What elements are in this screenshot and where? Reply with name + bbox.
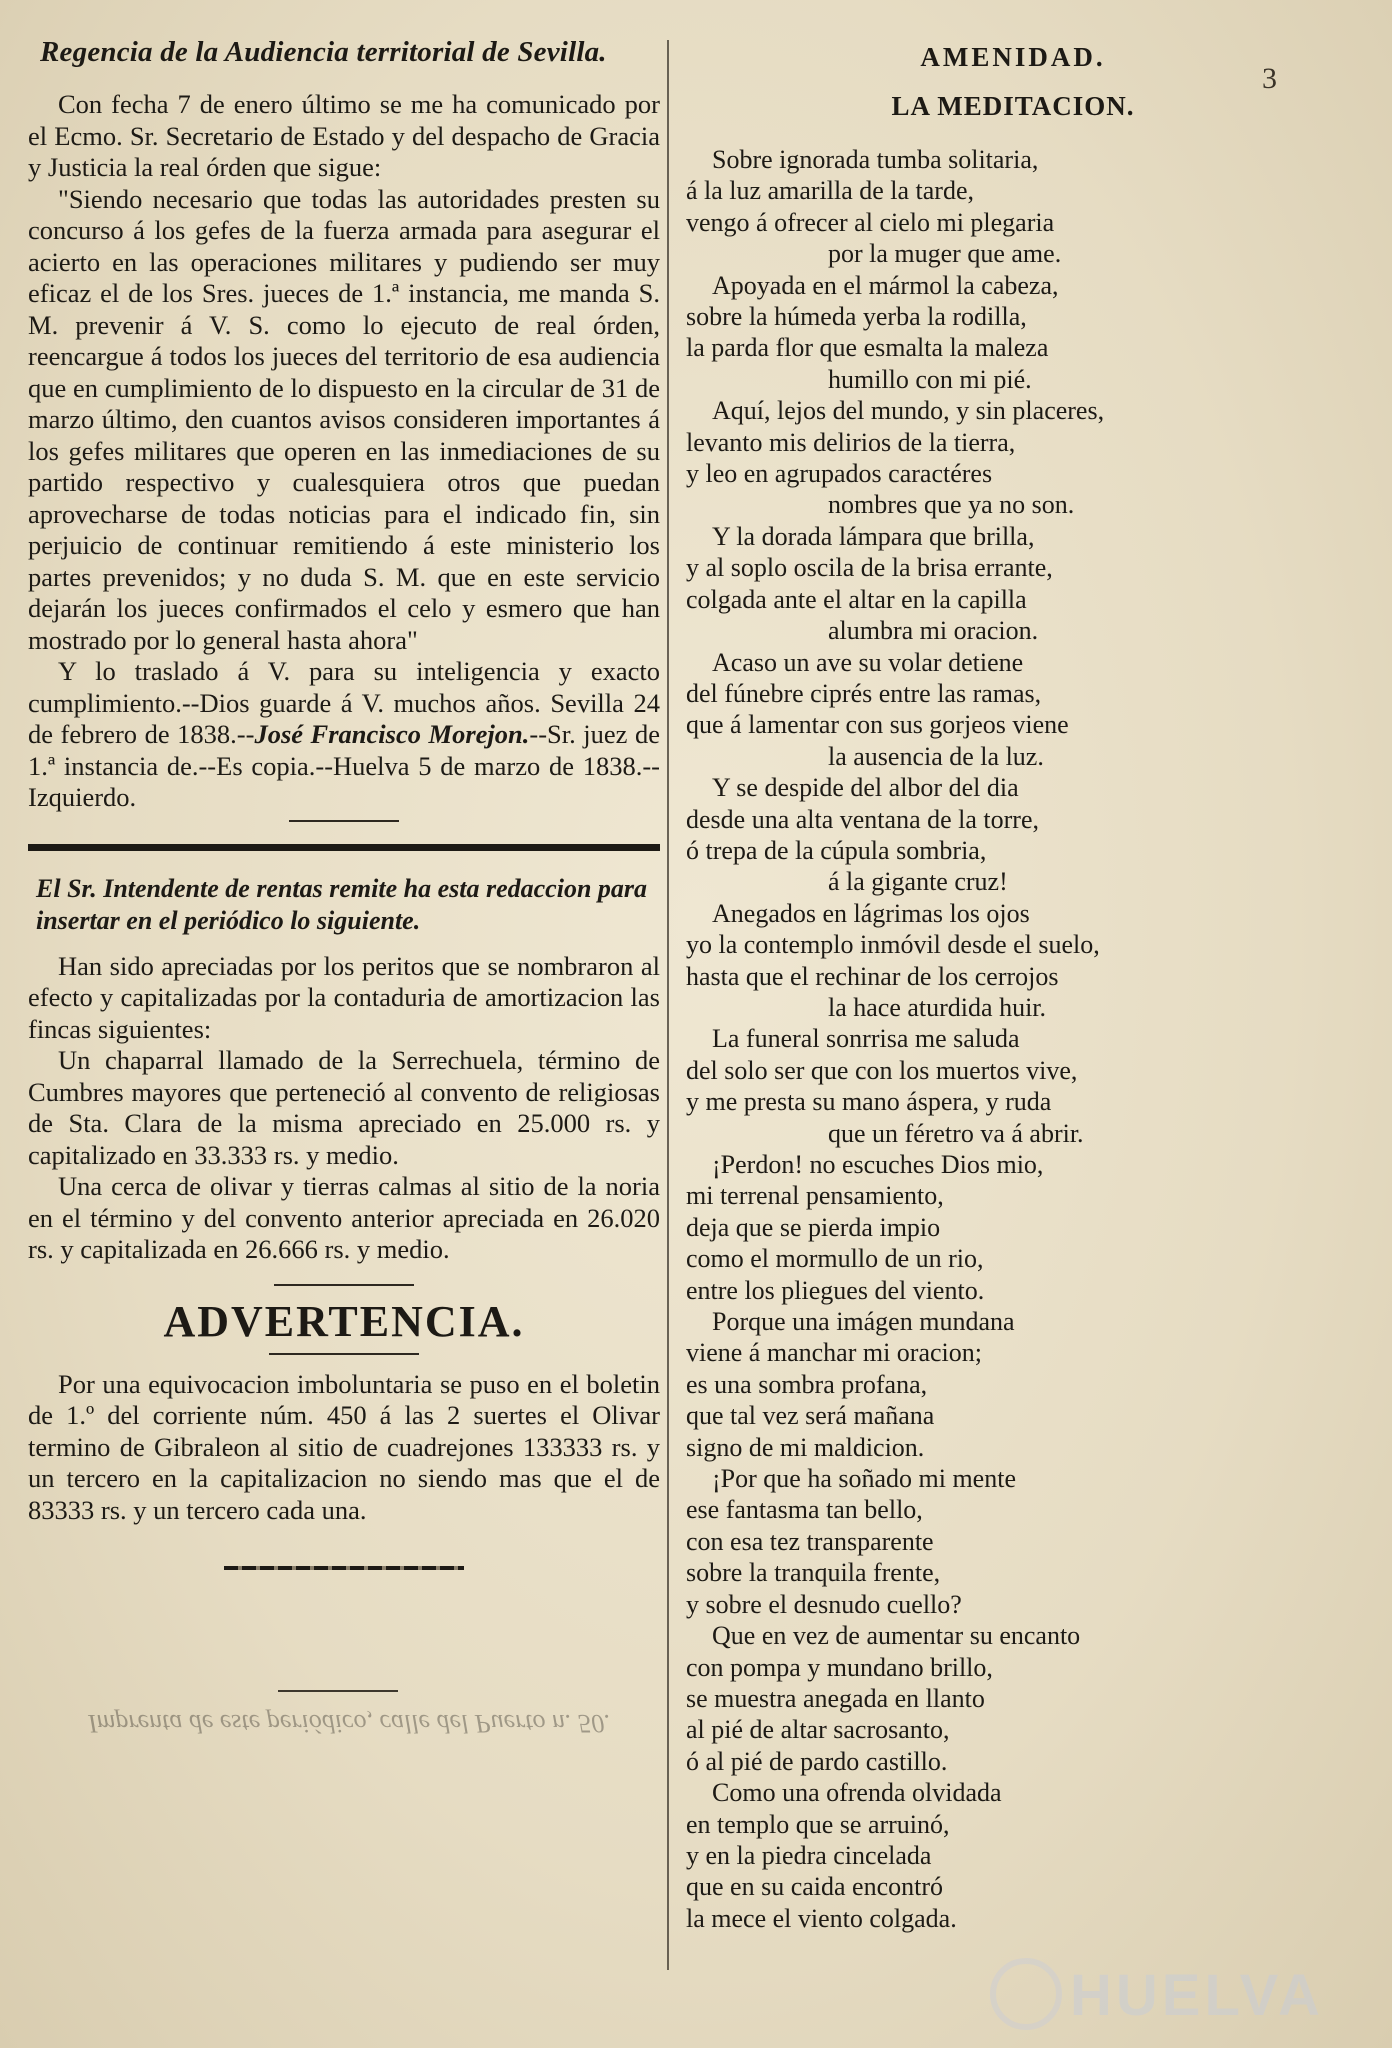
poem-line: al pié de altar sacrosanto,	[686, 1715, 950, 1745]
signature-name: José Francisco Morejon.	[254, 719, 530, 749]
poem-line: Y la dorada lámpara que brilla,	[712, 521, 1035, 551]
poem-stanza	[678, 1463, 1348, 1620]
imprint-text: Imprenta de este periódico, calle del Puerto n. 50.	[88, 1709, 611, 1738]
poem-stanza	[678, 270, 1348, 396]
poem-line: que á lamentar con sus gorjeos viene	[686, 710, 1069, 740]
poem-line: mi terrenal pensamiento,	[686, 1181, 944, 1211]
poem-line: ó trepa de la cúpula sombria,	[686, 835, 987, 865]
poem-line: yo la contemplo inmóvil desde el suelo,	[686, 930, 1100, 960]
poem-line: se muestra anegada en llanto	[686, 1683, 985, 1713]
advertencia-title: ADVERTENCIA.	[163, 1296, 525, 1346]
poem-stanza	[678, 521, 1348, 647]
poem-line: á la luz amarilla de la tarde,	[686, 176, 975, 206]
poem-line: á la gigante cruz!	[828, 867, 1008, 897]
poem-line: colgada ante el altar en la capilla	[686, 584, 1027, 614]
poem-line: Como una ofrenda olvidada	[712, 1778, 1002, 1808]
poem-line: nombres que ya no son.	[828, 490, 1075, 520]
poem-line: Sobre ignorada tumba solitaria,	[712, 145, 1039, 174]
advertencia-text: Por una equivocacion imboluntaria se puso en el boletin de 1.º del corriente núm. 450 á las 2 suertes el Olivar termino de Gibraleon al sitio de cuadrejones 133333 rs. y un tercero en la capitalizacion no siendo mas que el de 83333 rs. y un tercero cada una.	[28, 1368, 660, 1525]
poem-line: viene á manchar mi oracion;	[686, 1338, 982, 1368]
poem-line: con pompa y mundano brillo,	[686, 1652, 993, 1682]
poem-line: sobre la húmeda yerba la rodilla,	[686, 302, 1027, 332]
poem-line: Acaso un ave su volar detiene	[712, 647, 1024, 677]
section-rule	[289, 820, 399, 822]
closing-text: --Sr. juez de 1.ª instancia de.--Es copia.--Huelva 5 de marzo de 1838.--Izquierdo.	[28, 719, 660, 812]
poem-line: la ausencia de la luz.	[828, 741, 1044, 771]
poem-line: ¡Perdon! no escuches Dios mio,	[712, 1150, 1044, 1179]
amenidad-heading: AMENIDAD.	[920, 42, 1106, 72]
poem-stanza	[678, 395, 1348, 521]
section-rule	[274, 1284, 414, 1286]
poem-line: vengo á ofrecer al cielo mi plegaria	[686, 207, 1055, 237]
poem-line: como el mormullo de un rio,	[686, 1244, 984, 1274]
poem-line: Porque una imágen mundana	[712, 1307, 1015, 1337]
poem-stanza	[678, 1023, 1348, 1149]
poem-line: Y se despide del albor del dia	[712, 773, 1019, 803]
poem-line: del solo ser que con los muertos vive,	[686, 1055, 1078, 1085]
regencia-section	[28, 89, 660, 822]
poem-line: deja que se pierda impio	[686, 1212, 941, 1242]
poem-line: que en su caida encontró	[686, 1872, 944, 1902]
poem-line: humillo con mi pié.	[828, 364, 1032, 394]
poem-line: que un féretro va á abrir.	[828, 1118, 1084, 1148]
watermark-logo-icon	[990, 1958, 1062, 2030]
poem-line: La funeral sonrrisa me saluda	[712, 1024, 1020, 1054]
watermark-text: HUELVA	[1070, 1963, 1324, 2028]
regencia-closing	[28, 656, 660, 814]
poem-line: la parda flor que esmalta la maleza	[686, 333, 1049, 363]
poem-line: por la muger que ame.	[828, 239, 1062, 269]
poem-stanza	[678, 1777, 1348, 1934]
poem-line: desde una alta ventana de la torre,	[686, 804, 1039, 834]
poem-line: Aquí, lejos del mundo, y sin placeres,	[712, 396, 1105, 426]
poem-line: sobre la tranquila frente,	[686, 1558, 941, 1588]
poem-line: la mece el viento colgada.	[686, 1903, 957, 1933]
poem-stanza	[678, 772, 1348, 898]
poem-stanza	[678, 1149, 1348, 1306]
intendente-paragraph: Una cerca de olivar y tierras calmas al sitio de la noria en el término y del convento anterior apreciada en 26.020 rs. y capitalizada en 26.666 rs. y medio.	[28, 1171, 660, 1264]
poem-line: ¡Por que ha soñado mi mente	[712, 1464, 1016, 1494]
poem-line: y en la piedra cincelada	[686, 1840, 932, 1870]
footer-rule	[278, 1690, 398, 1692]
section-rule	[269, 1353, 419, 1355]
regencia-paragraph: Con fecha 7 de enero último se me ha comunicado por el Ecmo. Sr. Secretario de Estado y del despacho de Gracia y Justicia la real órden que sigue:	[28, 89, 660, 182]
right-column	[678, 30, 1348, 1934]
regencia-paragraph: Y lo traslado á V. para su inteligencia y exacto cumplimiento.--Dios guarde á V. muchos años. Sevilla 24 de febrero de 1838.--	[28, 656, 660, 749]
poem-stanza	[678, 1306, 1348, 1463]
poem-stanza	[678, 647, 1348, 773]
poem-stanza	[678, 1620, 1348, 1777]
intendente-paragraph: Han sido apreciadas por los peritos que se nombraron al efecto y capitalizadas por la contaduria de amortizacion las fincas siguientes:	[28, 950, 660, 1044]
poem-line: es una sombra profana,	[686, 1369, 928, 1399]
intendente-section	[28, 951, 660, 1286]
poem-line: y al soplo oscila de la brisa errante,	[686, 553, 1053, 583]
ornamental-rule	[224, 1566, 464, 1570]
poem-line: Apoyada en el mármol la cabeza,	[712, 270, 1059, 300]
poem-line: Que en vez de aumentar su encanto	[712, 1621, 1081, 1651]
poem-line: la hace aturdida huir.	[828, 992, 1047, 1022]
poem-line: con esa tez transparente	[686, 1526, 934, 1556]
intendente-heading: El Sr. Intendente de rentas remite ha esta redaccion para insertar en el periódico lo siguiente.	[36, 873, 648, 935]
poem-stanza	[678, 898, 1348, 1024]
regencia-heading: Regencia de la Audiencia territorial de Sevilla.	[40, 36, 607, 68]
poem-line: Anegados en lágrimas los ojos	[712, 898, 1030, 928]
poem-line: y sobre el desnudo cuello?	[686, 1589, 962, 1619]
poem-title: LA MEDITACION.	[891, 91, 1135, 121]
poem-line: y me presta su mano áspera, y ruda	[686, 1087, 1052, 1117]
poem-line: levanto mis delirios de la tierra,	[686, 427, 1016, 457]
column-divider	[667, 40, 669, 1970]
poem-line: que tal vez será mañana	[686, 1401, 935, 1431]
intendente-paragraph: Un chaparral llamado de la Serrechuela, término de Cumbres mayores que perteneció al convento de religiosas de Sta. Clara de la misma apreciado en 25.000 rs. y capitalizado en 33.333 rs. y medio.	[28, 1045, 660, 1170]
poem-body	[678, 144, 1348, 1934]
poem-line: del fúnebre ciprés entre las ramas,	[686, 678, 1042, 708]
poem-line: alumbra mi oracion.	[828, 616, 1039, 646]
poem-line: hasta que el rechinar de los cerrojos	[686, 961, 1059, 991]
poem-line: y leo en agrupados caractéres	[686, 459, 993, 489]
regencia-paragraph: "Siendo necesario que todas las autoridades presten su concurso á los gefes de la fuerza armada para asegurar el acierto en las operaciones militares y pudiendo ser muy eficaz el de los Sres. jueces de 1.ª instancia, me manda S. M. prevenir á V. S. como lo ejecuto de real órden, reencargue á todos los jueces del territorio de esa audiencia que en cumplimiento de lo dispuesto en la circular de 31 de marzo último, den cuantos avisos consideren importantes á los gefes militares que operen en las inmediaciones de su partido respectivo y cualesquiera otros que puedan aprovecharse de todas noticias para el indicado fin, sin perjuicio de continuar remitiendo á este ministerio los partes prevenidos; y no duda S. M. que en este servicio dejarán los jueces confirmados el celo y esmero que han mostrado por lo general hasta ahora"	[28, 183, 660, 655]
poem-line: ese fantasma tan bello,	[686, 1495, 923, 1525]
poem-line: ó al pié de pardo castillo.	[686, 1746, 948, 1776]
poem-line: en templo que se arruinó,	[686, 1809, 950, 1839]
poem-line: signo de mi maldicion.	[686, 1432, 925, 1462]
poem-line: entre los pliegues del viento.	[686, 1275, 985, 1305]
left-column	[28, 30, 660, 1738]
page-number: 3	[1262, 62, 1277, 95]
poem-stanza	[678, 144, 1348, 270]
thick-divider	[28, 844, 660, 851]
